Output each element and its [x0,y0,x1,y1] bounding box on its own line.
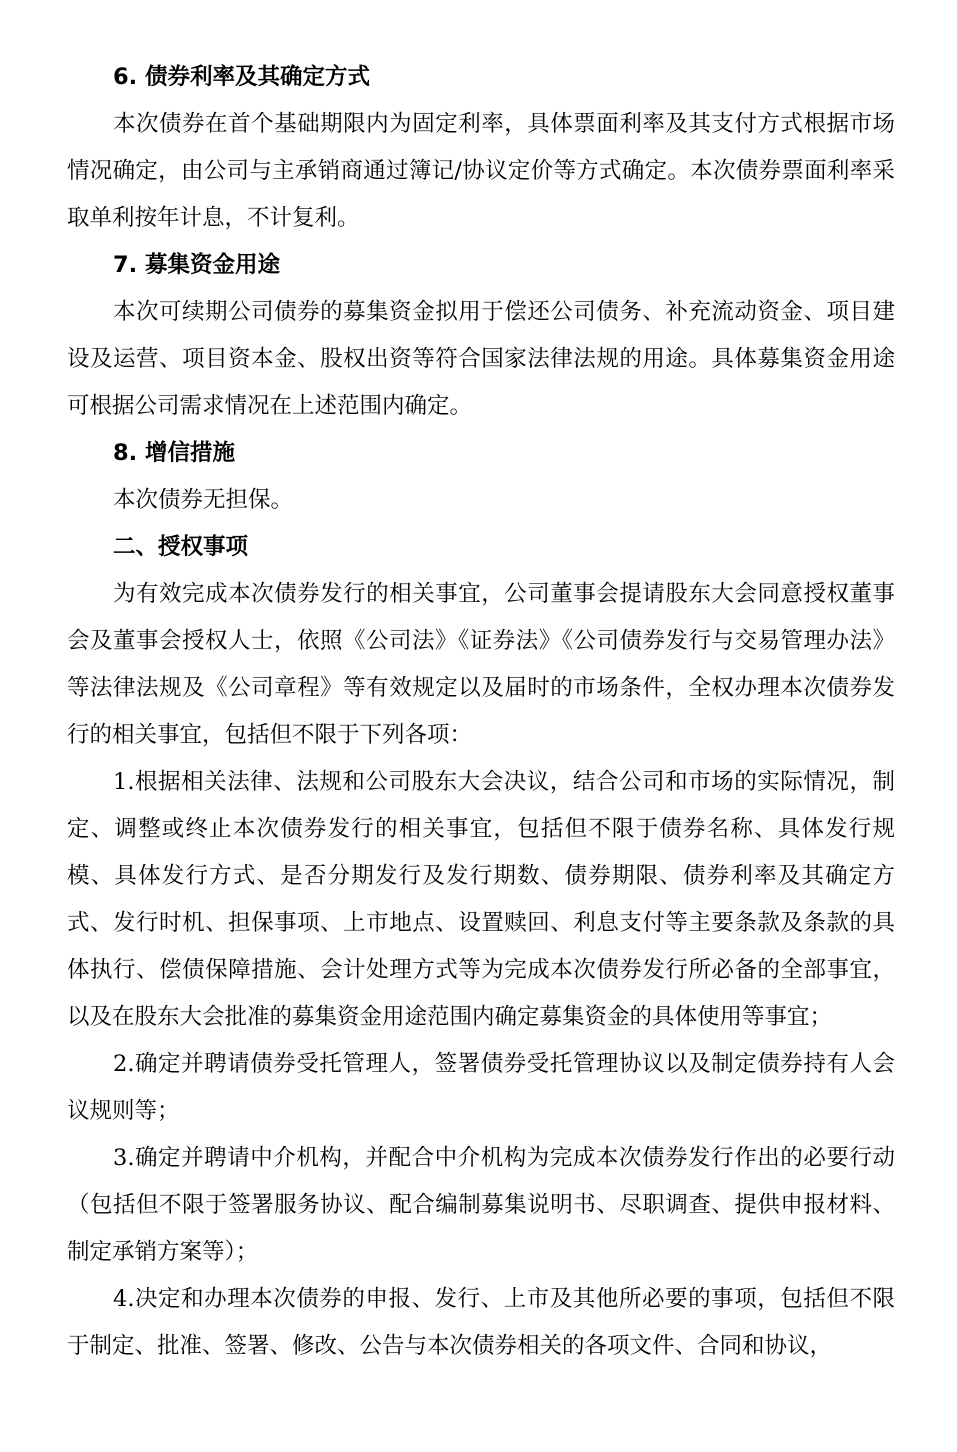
para-authorization-intro: 为有效完成本次债券发行的相关事宜，公司董事会提请股东大会同意授权董事会及董事会授权人士，依照《公司法》《证券法》《公司债券发行与交易管理办法》等法律法规及《公司章程》等有效规定以及届时的市场条件，全权办理本次债券发行的相关事宜，包括但不限于下列各项： [67,581,895,748]
heading-6-bond-rate: 6. 债券利率及其确定方式 [113,64,371,90]
document-page [67,54,895,1370]
heading-8-credit-enhancement: 8. 增信措施 [113,440,236,466]
heading-7-use-of-funds: 7. 募集资金用途 [113,252,281,278]
para-item-3: 3.确定并聘请中介机构，并配合中介机构为完成本次债券发行作出的必要行动（包括但不限于签署服务协议、配合编制募集说明书、尽职调查、提供申报材料、制定承销方案等）； [67,1145,895,1265]
para-bond-rate: 本次债券在首个基础期限内为固定利率，具体票面利率及其支付方式根据市场情况确定，由公司与主承销商通过簿记/协议定价等方式确定。本次债券票面利率采取单利按年计息，不计复利。 [67,111,895,231]
para-item-4: 4.决定和办理本次债券的申报、发行、上市及其他所必要的事项，包括但不限于制定、批准、签署、修改、公告与本次债券相关的各项文件、合同和协议， [67,1286,895,1359]
para-use-of-funds: 本次可续期公司债券的募集资金拟用于偿还公司债务、补充流动资金、项目建设及运营、项目资本金、股权出资等符合国家法律法规的用途。具体募集资金用途可根据公司需求情况在上述范围内确定。 [67,299,895,419]
para-credit-enhancement: 本次债券无担保。 [113,487,294,513]
heading-authorization: 二、授权事项 [113,534,249,560]
para-item-1: 1.根据相关法律、法规和公司股东大会决议，结合公司和市场的实际情况，制定、调整或终止本次债券发行的相关事宜，包括但不限于债券名称、具体发行规模、具体发行方式、是否分期发行及发行期数、债券期限、债券利率及其确定方式、发行时机、担保事项、上市地点、设置赎回、利息支付等主要条款及条款的具体执行、偿债保障措施、会计处理方式等为完成本次债券发行所必备的全部事宜，以及在股东大会批准的募集资金用途范围内确定募集资金的具体使用等事宜； [67,769,895,1030]
para-item-2: 2.确定并聘请债券受托管理人，签署债券受托管理协议以及制定债券持有人会议规则等； [67,1051,895,1124]
